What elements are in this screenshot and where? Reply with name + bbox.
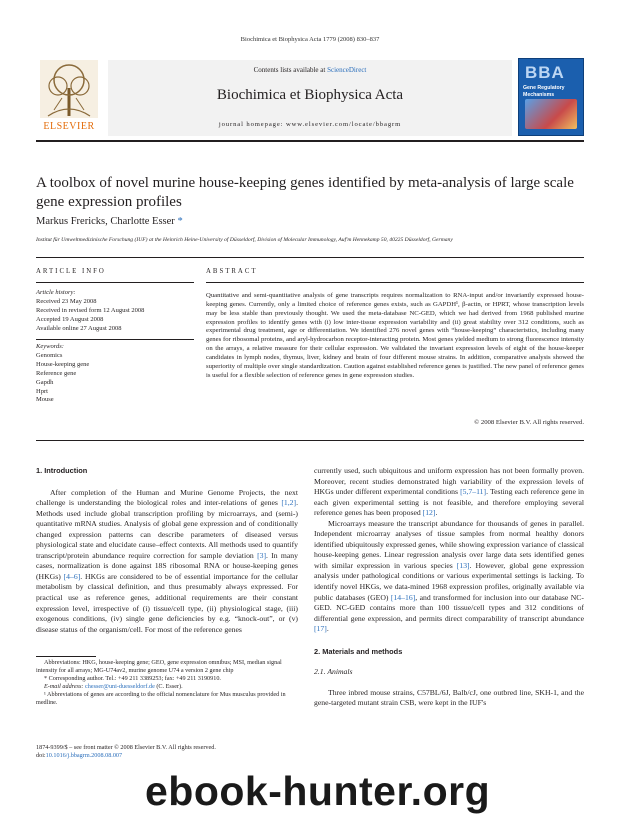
intro-paragraph-continued: [314, 466, 584, 519]
article-info-heading: ARTICLE INFO: [36, 268, 106, 275]
keyword: Hprt: [36, 387, 48, 395]
abstract-copyright: © 2008 Elsevier B.V. All rights reserved.: [474, 419, 584, 426]
article-history: [36, 289, 196, 334]
left-column: [36, 466, 298, 635]
corresponding-author-mark[interactable]: *: [177, 216, 183, 227]
article-info-rule: [36, 282, 194, 283]
intro-paragraph: [36, 488, 298, 636]
publisher-logo-text: ELSEVIER: [43, 121, 95, 132]
citation-link[interactable]: [14–16]: [390, 592, 416, 602]
keywords-rule: [36, 339, 194, 340]
footnotes: [36, 659, 298, 708]
journal-cover: [518, 58, 584, 136]
text-run: .: [326, 624, 329, 634]
journal-homepage[interactable]: journal homepage: www.elsevier.com/locate/bbagrm: [218, 121, 402, 128]
history-item: Accepted 19 August 2008: [36, 315, 104, 323]
abstract-bottom-rule: [36, 440, 584, 441]
email-label: E-mail address:: [44, 683, 86, 691]
email-suffix: (C. Esser).: [154, 683, 183, 691]
text-run: . Testing each reference gene in each given experimental setting is not feasible, and therefore employing several reference genes has been proposed: [314, 487, 584, 518]
cover-title: BBA: [525, 63, 565, 82]
citation-link[interactable]: [4–6]: [63, 571, 81, 581]
microarray-paragraph: [314, 519, 584, 635]
contents-line: [108, 66, 512, 74]
abstract-rule: [206, 282, 584, 283]
keyword: Reference gene: [36, 369, 77, 377]
history-item: Received in revised form 12 August 2008: [36, 306, 145, 314]
gene-nomenclature-footnote: ¹ Abbreviations of genes are according to the official nomenclature for Mus musculus provided in medline.: [36, 691, 286, 707]
citation-link[interactable]: [12]: [422, 508, 436, 518]
journal-citation: Biochimica et Biophysica Acta 1779 (2008) 830–837: [240, 36, 380, 43]
text-run: . In many cases, normalization is done against 18S ribosomal RNA or house-keeping genes (HKGs): [36, 550, 298, 581]
text-run: . HKGs are considered to be of essential importance for the cellular metabolism by classical definition, and thus presumably always expressed. For practical use as reference genes, additional requirements are their constant expression level, irrespective of (i) tissue/cell type, (ii) physiological stage, (iii) exogenous conditions, (iv) single gene deficiencies by e.g. “knock-out”, or (v) disease status of the organism/cell. For most of the reference genes: [36, 571, 298, 634]
cover-artwork: [525, 99, 577, 129]
article-authors: [36, 216, 183, 227]
citation-link[interactable]: [5,7–11]: [460, 487, 487, 497]
text-run: currently used, such ubiquitous and uniform expression has not been formally proven. Moreover, recent studies demonstrated high variability of the expression levels of HKGs under different experimental conditions: [314, 466, 584, 497]
email-footnote: [36, 683, 298, 691]
issn-line: 1874-9399/$ – see front matter © 2008 Elsevier B.V. All rights reserved.: [36, 744, 216, 751]
right-column: [314, 466, 584, 709]
abstract-heading: ABSTRACT: [206, 268, 258, 275]
keyword: House-keeping gene: [36, 360, 90, 368]
corresponding-footnote: * Corresponding author. Tel.: +49 211 3389253; fax: +49 211 3190910.: [44, 675, 221, 683]
text-run: Microarrays measure the transcript abundance for thousands of genes in parallel. Independent microarray analyses of tissue samples from normal healthy donors identified ubiquitously expressed genes, while showing expression variance of classical house-keeping genes. Linear regression analysis over large data sets identified genes with similar expression in various species: [314, 518, 584, 570]
text-run: After completion of the Human and Murine Genome Projects, the next challenge is understanding the biological roles and inter-relations of genes: [36, 487, 298, 508]
journal-title: Biochimica et Biophysica Acta: [216, 87, 404, 103]
section-heading-methods: 2. Materials and methods: [314, 646, 403, 656]
citation-link[interactable]: [3]: [257, 550, 267, 560]
history-item: Available online 27 August 2008: [36, 324, 122, 332]
footnote-rule: [36, 656, 96, 657]
elsevier-logo: [36, 58, 102, 134]
keywords-list: [36, 343, 196, 405]
history-label: Article history:: [36, 289, 76, 296]
citation-link[interactable]: [13]: [456, 560, 470, 570]
keyword: Mouse: [36, 396, 54, 404]
section-heading-introduction: 1. Introduction: [36, 466, 88, 475]
affiliation-rule: [36, 257, 584, 258]
text-run: .: [435, 508, 438, 518]
watermark: ebook-hunter.org: [145, 768, 491, 814]
keywords-label: Keywords:: [36, 343, 64, 350]
doi-link[interactable]: 10.1016/j.bbagrm.2008.08.007: [45, 752, 123, 760]
contents-prefix: Contents lists available at: [253, 66, 328, 74]
text-run: . However, global gene expression analysis under pathological conditions or various experimental settings is lacking. To identify novel HKGs, we data-mined 1968 expression profiles, originally available via public databases (GEO): [314, 560, 584, 602]
email-link[interactable]: chesser@uni-duesseldorf.de: [85, 683, 155, 691]
article-title: A toolbox of novel murine house-keeping genes identified by meta-analysis of large scale gene expression profiles: [36, 175, 574, 210]
subsection-heading-animals: 2.1. Animals: [314, 667, 353, 677]
text-run: . Methods used include global transcription profiling by microarrays, and (semi-) quantitative mRNA studies. Analysis of global gene expression and of conditionally changed expression patterns can describe parameters of diseased versus physiological state and elucidate cause–effect contexts. All methods used to quantify transcript/protein abundance require correction for sample deviation: [36, 498, 298, 560]
abbreviations-footnote: Abbreviations: HKG, house-keeping gene; GEO, gene expression omnibus; MSI, median signal intensity for all arrays; MG-U74av2, murine genome U74 a version 2 gene chip: [36, 659, 282, 675]
doi-line: [36, 752, 298, 760]
author-affiliation: Institut für Umweltmedizinische Forschung (IUF) at the Heinrich Heine-University of Düsseldorf, Division of Molecular Immunology, Auf'm Hennekamp 50, 40225 Düsseldorf, Germany: [36, 237, 453, 243]
issn-block: [36, 744, 298, 760]
citation-link[interactable]: [17]: [314, 624, 327, 634]
citation-link[interactable]: [1,2]: [281, 498, 297, 508]
author-names: Markus Frericks, Charlotte Esser: [36, 216, 178, 227]
header-rule: [36, 140, 584, 142]
text-run: , and transformed for inclusion into our database NC-GED. NC-GED contains more than 100 tissue/cell types and 312 conditions of differential gene expression, and permits direct comparability of transcript abundance: [314, 592, 584, 623]
keyword: Gapdh: [36, 378, 54, 386]
abstract-text: Quantitative and semi-quantitative analysis of gene transcripts requires normalization to RNA-input and/or invariantly expressed house-keeping genes. Currently, only a limited choice of reference genes exists, such as GAPDH¹, β-actin, or HPRT, whose transcription levels may be less stable than previously thought. We used the meta-database NC-GED, which we had derived from 1968 published murine expression profiles to identify genes with (i) low inter-tissue expression variability and (ii) great stability over 312 conditions, such as experimental drug treatment, age or differentiation. We identified 276 novel genes with “house-keeping” characteristics, including many genes for ribosomal proteins, and aryl-hydrocarbon receptor-interacting protein. Most genes yielded medium to strong fluorescence intensity on the arrays, a relative measure for their cellular expression. We validated the invariant expression levels of eight of the house-keeper candidates in lymph nodes, thymus, liver, kidney and brain of four different mouse strains. In addition, comparative analysis showed the superiority of multiple over single standardization. Caution against established reference genes is justified. The new panel of reference genes is useful for a flexible selection of reference genes in gene expression studies.: [206, 292, 584, 379]
animals-paragraph: Three inbred mouse strains, C57BL/6J, Balb/cJ, one outbred line, SKH-1, and the gene-targeted mutant strain CSB, were kept in the IUF's: [314, 687, 584, 708]
keyword: Genomics: [36, 351, 63, 359]
cover-subtitle: Gene Regulatory Mechanisms: [523, 85, 565, 98]
doi-label: doi:: [36, 752, 46, 760]
history-item: Received 23 May 2008: [36, 297, 97, 305]
sciencedirect-link[interactable]: ScienceDirect: [327, 66, 367, 74]
